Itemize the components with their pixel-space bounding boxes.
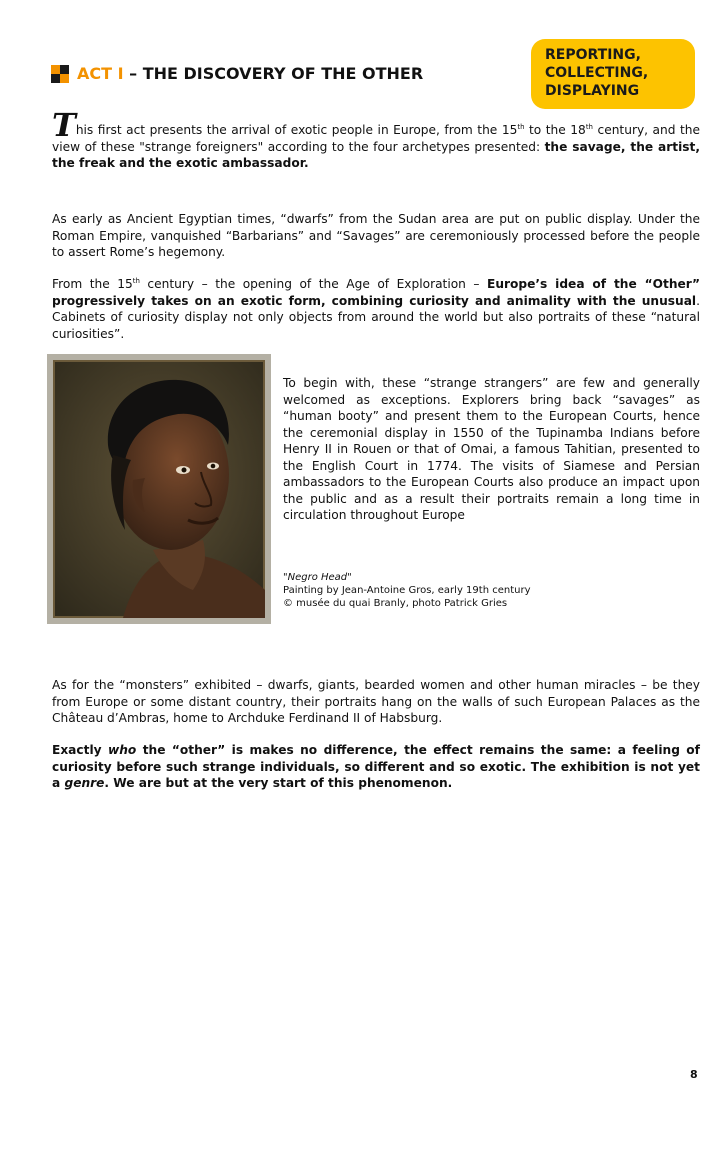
painting-image <box>47 354 271 624</box>
portrait-illustration <box>53 360 265 618</box>
page-number: 8 <box>690 1068 698 1081</box>
caption-title: "Negro Head" <box>283 572 352 583</box>
para-bold: Europe’s idea of the “Other” progressively takes on an exotic form, combining curiosity and animality with the unusual <box>52 277 701 308</box>
act-label: ACT I <box>77 64 124 83</box>
side-paragraph: To begin with, these “strange strangers” are few and generally welcomed as exceptions. Explorers bring back “savages” as “human booty” and present them to the European Courts, hence the ceremonial display in 1550 of the Tupinamba Indians before Henry II in Rouen or that of Omai, a famous Tahitian, presented to the English Court in 1774. The visits of Siamese and Persian ambassadors to the European Courts also produce an impact upon the public and as a result their portraits remain a long time in circulation throughout Europe <box>283 376 700 522</box>
badge-line: COLLECTING, <box>545 65 649 81</box>
para-text: Exactly <box>52 743 108 757</box>
ordinal-sup: th <box>585 122 593 131</box>
badge-line: DISPLAYING <box>545 83 640 99</box>
act-title-text: – THE DISCOVERY OF THE OTHER <box>123 64 424 83</box>
archetypes-bold: the savage, the artist, the freak and the exotic ambassador. <box>52 139 700 170</box>
caption-credit: Painting by Jean-Antoine Gros, early 19th century <box>283 585 531 596</box>
image-caption <box>283 571 643 610</box>
ordinal-sup: th <box>517 122 525 131</box>
para-text: . Cabinets of curiosity display not only objects from around the world but also portraits of these “natural curiosities”. <box>52 293 700 341</box>
section-badge <box>531 39 695 109</box>
drop-cap: T <box>52 106 76 144</box>
para-text: century – the opening of the Age of Exploration – <box>139 277 488 291</box>
page-title <box>77 64 423 83</box>
paragraph-egypt: As early as Ancient Egyptian times, “dwarfs” from the Sudan area are put on public display. Under the Roman Empire, vanquished “Barbarians” and “Savages” are ceremoniously processed before the people to assert Rome’s hegemony. <box>52 212 700 259</box>
caption-copyright: © musée du quai Branly, photo Patrick Gries <box>283 598 508 609</box>
paragraph-exploration <box>52 276 700 342</box>
intro-text: his first act presents the arrival of exotic people in Europe, from the 15 <box>75 123 518 137</box>
intro-text: century, and the view of these "strange foreigners" according to the four archetypes presented: <box>52 123 700 154</box>
para-italic: genre <box>64 776 105 790</box>
act-square-icon <box>51 65 69 83</box>
paragraph-conclusion <box>52 742 700 792</box>
para-italic: who <box>107 743 137 757</box>
ordinal-sup: th <box>132 276 140 285</box>
para-text: . We are but at the very start of this phenomenon. <box>104 776 453 790</box>
para-text: From the 15 <box>52 277 133 291</box>
intro-paragraph <box>52 106 700 172</box>
paragraph-monsters: As for the “monsters” exhibited – dwarfs, giants, bearded women and other human miracles – be they from Europe or some distant country, their portraits hang on the walls of such European Palaces as the Château d’Ambras, home to Archduke Ferdinand II of Habsburg. <box>52 678 700 725</box>
intro-text: to the 18 <box>524 123 586 137</box>
para-text: the “other” is makes no difference, the effect remains the same: a feeling of curiosity before such strange individuals, so different and so exotic. The exhibition is not yet a <box>52 743 700 790</box>
badge-line: REPORTING, <box>545 47 641 63</box>
